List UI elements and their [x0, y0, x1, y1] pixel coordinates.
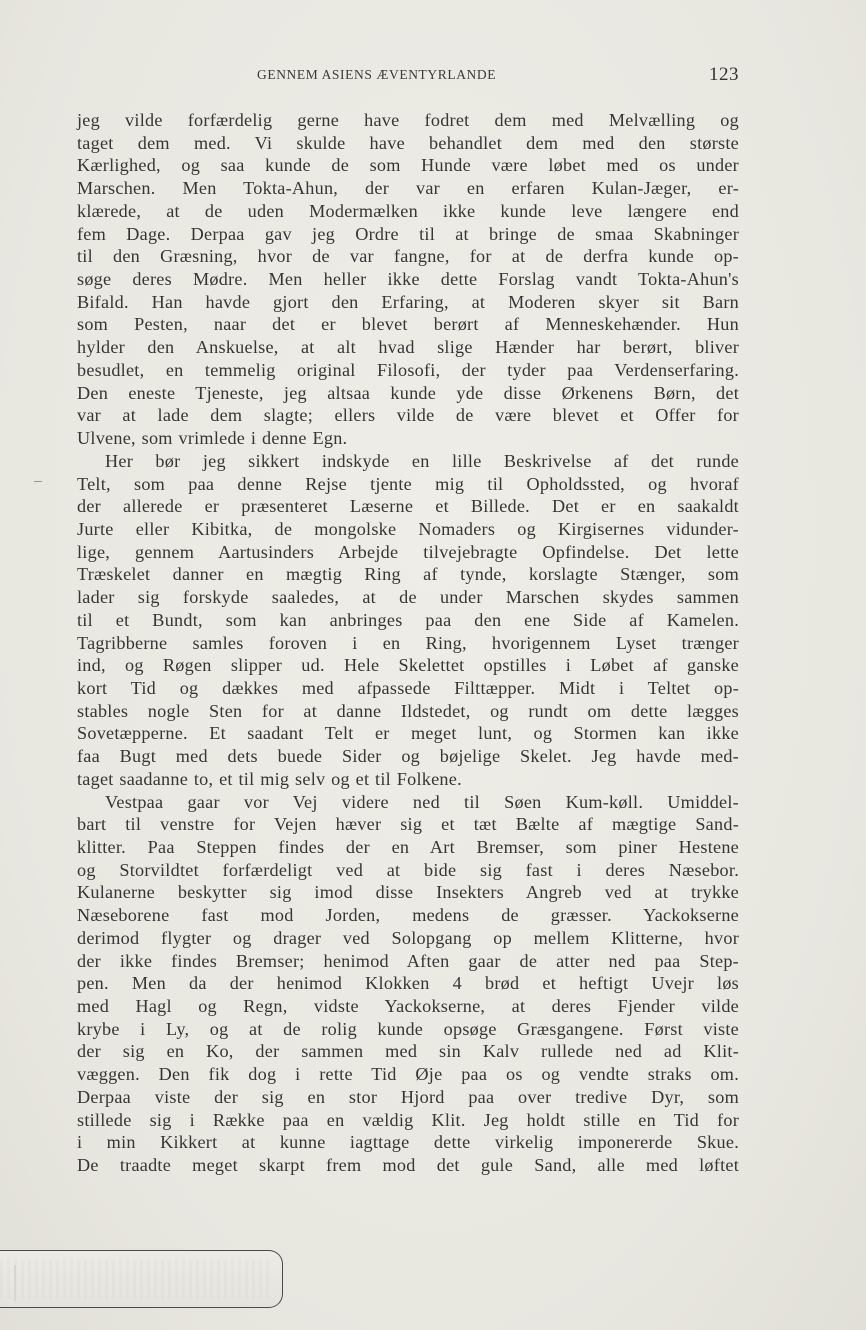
- text-line: derimod flygter og drager ved Solopgang op mellem Klitterne, hvor: [77, 927, 739, 948]
- text-line: Den eneste Tjeneste, jeg altsaa kunde yde disse Ørkenens Børn, det: [77, 382, 739, 403]
- text-line: Telt, som paa denne Rejse tjente mig til Opholdssted, og hvoraf: [77, 473, 739, 494]
- text-line: Bifald. Han havde gjort den Erfaring, at Moderen skyer sit Barn: [77, 291, 739, 312]
- text-line: søge deres Mødre. Men heller ikke dette Forslag vandt Tokta-Ahun's: [77, 269, 739, 290]
- text-line: besudlet, en temmelig original Filosofi, der tyder paa Verdenserfaring.: [77, 359, 739, 380]
- text-line: lader sig forskyde saaledes, at de under Marschen skydes sammen: [77, 587, 739, 608]
- text-line: væggen. Den fik dog i rette Tid Øje paa os og vendte straks om.: [77, 1064, 739, 1085]
- text-line: Kærlighed, og saa kunde de som Hunde være løbet med os under: [77, 155, 739, 176]
- text-line: som Pesten, naar det er blevet berørt af Menneskehænder. Hun: [77, 314, 739, 335]
- text-line: til den Græsning, hvor de var fangne, for at de derfra kunde op-: [77, 246, 739, 267]
- text-line: pen. Men da der henimod Klokken 4 brød et heftigt Uvejr løs: [77, 973, 739, 994]
- text-line: Træskelet danner en mægtig Ring af tynde, korslagte Stænger, som: [77, 564, 739, 585]
- text-line: Kulanerne beskytter sig imod disse Insekters Angreb ved at trykke: [77, 882, 739, 903]
- text-line: jeg vilde forfærdelig gerne have fodret dem med Melvælling og: [77, 110, 739, 130]
- text-line: klærede, at de uden Modermælken ikke kunde leve længere end: [77, 200, 739, 221]
- margin-mark: [34, 481, 42, 482]
- text-line: Jurte eller Kibitka, de mongolske Nomaders og Kirgisernes vidunder-: [77, 518, 739, 539]
- text-line: der allerede er præsenteret Læserne et Billede. Det er en saakaldt: [77, 496, 739, 517]
- stamp-edge: [14, 1265, 16, 1301]
- text-line: taget saadanne to, et til mig selv og et til Folkene.: [77, 768, 462, 789]
- text-line: klitter. Paa Steppen findes der en Art Bremser, som piner Hestene: [77, 837, 739, 857]
- text-line: der ikke findes Bremser; henimod Aften gaar de atter ned paa Step-: [77, 950, 739, 971]
- running-head: [77, 64, 739, 86]
- text-line: stillede sig i Række paa en vældig Klit. Jeg holdt stille en Tid for: [77, 1109, 739, 1130]
- library-stamp: [0, 1250, 283, 1308]
- text-line: lige, gennem Aartusinders Arbejde tilvejebragte Opfindelse. Det lette: [77, 541, 739, 562]
- text-line: hylder den Anskuelse, at alt hvad slige Hænder har berørt, bliver: [77, 337, 739, 358]
- text-line: Ulvene, som vrimlede i denne Egn.: [77, 428, 348, 449]
- text-line: Sovetæpperne. Et saadant Telt er meget lunt, og Stormen kan ikke: [77, 723, 739, 744]
- text-line: der sig en Ko, der sammen med sin Kalv rullede ned ad Klit-: [77, 1041, 739, 1062]
- text-line: Næseborene fast mod Jorden, medens de græsser. Yackokserne: [77, 905, 739, 926]
- text-line: med Hagl og Regn, vidste Yackokserne, at deres Fjender vilde: [77, 996, 739, 1017]
- text-line: Tagribberne samles foroven i en Ring, hvorigennem Lyset trænger: [77, 632, 739, 653]
- text-line: bart til venstre for Vejen hæver sig et tæt Bælte af mægtige Sand-: [77, 814, 739, 835]
- text-line: og Storvildtet forfærdeligt ved at bide sig fast i deres Næsebor.: [77, 859, 739, 880]
- body-text: [77, 109, 739, 1177]
- text-line: kort Tid og dækkes med afpassede Filttæpper. Midt i Teltet op-: [77, 677, 739, 698]
- text-line: var at lade dem slagte; ellers vilde de være blevet et Offer for: [77, 405, 739, 426]
- text-line: til et Bundt, som kan anbringes paa den ene Side af Kamelen.: [77, 609, 739, 630]
- paragraph-start-line: Her bør jeg sikkert indskyde en lille Beskrivelse af det runde: [105, 450, 739, 471]
- text-line: stables nogle Sten for at danne Ildstedet, og rundt om dette lægges: [77, 700, 739, 721]
- text-line: Derpaa viste der sig en stor Hjord paa over tredive Dyr, som: [77, 1086, 739, 1107]
- text-line: Marschen. Men Tokta-Ahun, der var en erfaren Kulan-Jæger, er-: [77, 178, 739, 199]
- stamp-texture: [0, 1259, 270, 1299]
- text-line: faa Bugt med dets buede Sider og bøjelige Skelet. Jeg havde med-: [77, 746, 739, 767]
- text-line: De traadte meget skarpt frem mod det gule Sand, alle med løftet: [77, 1155, 739, 1176]
- text-line: i min Kikkert at kunne iagttage dette virkelig imponererde Skue.: [77, 1132, 739, 1153]
- text-line: taget dem med. Vi skulde have behandlet dem med den største: [77, 132, 739, 153]
- text-line: fem Dage. Derpaa gav jeg Ordre til at bringe de smaa Skabninger: [77, 223, 739, 244]
- paragraph-start-line: Vestpaa gaar vor Vej videre ned til Søen Kum-køll. Umiddel-: [105, 791, 739, 812]
- page-number: 123: [709, 64, 739, 85]
- text-line: krybe i Ly, og at de rolig kunde opsøge Græsgangene. Først viste: [77, 1018, 739, 1039]
- text-line: ind, og Røgen slipper ud. Hele Skelettet opstilles i Løbet af ganske: [77, 655, 739, 676]
- running-title: GENNEM ASIENS ÆVENTYRLANDE: [257, 67, 497, 82]
